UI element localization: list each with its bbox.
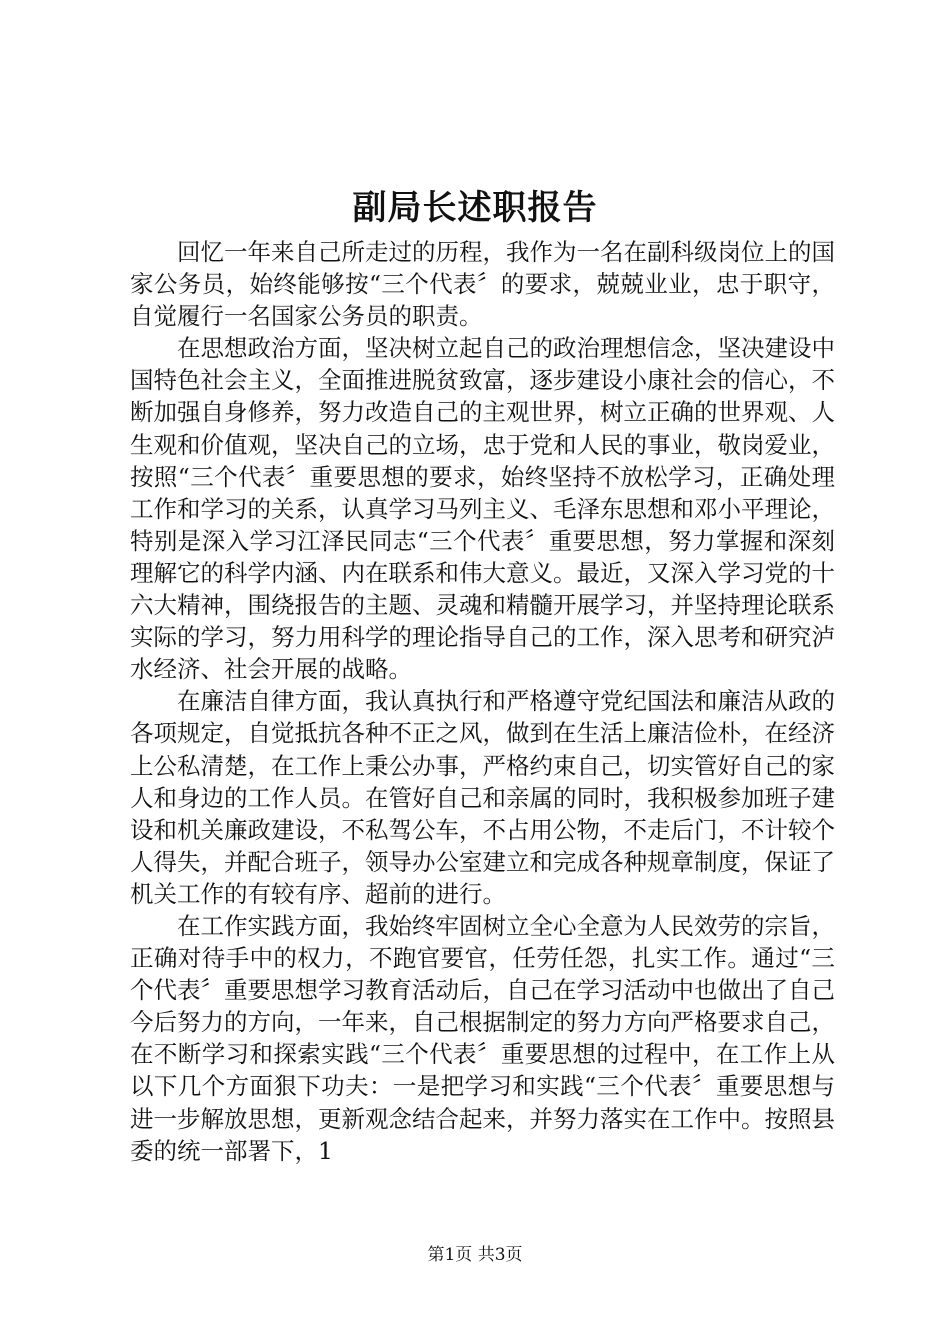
document-body [130, 236, 835, 1167]
paragraph-intro: 回忆一年来自己所走过的历程，我作为一名在副科级岗位上的国家公务员，始终能够按“三个代表〞的要求，兢兢业业，忠于职守，自觉履行一名国家公务员的职责。 [130, 238, 835, 331]
paragraph-integrity: 在廉洁自律方面，我认真执行和严格遵守党纪国法和廉洁从政的各项规定，自觉抵抗各种不正之风，做到在生活上廉洁俭朴，在经济上公私清楚，在工作上秉公办事，严格约束自己，切实管好自己的家人和身边的工作人员。在管好自己和亲属的同时，我积极参加班子建设和机关廉政建设，不私驾公车，不占用公物，不走后门，不计较个人得失，并配合班子，领导办公室建立和完成各种规章制度，保证了机关工作的有较有序、超前的进行。 [130, 687, 835, 908]
page-footer: 第1页 共3页 [427, 1245, 523, 1265]
document-title: 副局长述职报告 [352, 188, 598, 228]
paragraph-political-thought: 在思想政治方面，坚决树立起自己的政治理想信念，坚决建设中国特色社会主义，全面推进脱贫致富，逐步建设小康社会的信心，不断加强自身修养，努力改造自己的主观世界，树立正确的世界观、人生观和价值观，坚决自己的立场，忠于党和人民的事业，敬岗爱业，按照“三个代表〞重要思想的要求，始终坚持不放松学习，正确处理工作和学习的关系，认真学习马列主义、毛泽东思想和邓小平理论，特别是深入学习江泽民同志“三个代表〞重要思想，努力掌握和深刻理解它的科学内涵、内在联系和伟大意义。最近，又深入学习党的十六大精神，围绕报告的主题、灵魂和精髓开展学习，并坚持理论联系实际的学习，努力用科学的理论指导自己的工作，深入思考和研究泸水经济、社会开展的战略。 [130, 334, 835, 684]
paragraph-work-practice: 在工作实践方面，我始终牢固树立全心全意为人民效劳的宗旨，正确对待手中的权力，不跑官要官，任劳任怨，扎实工作。通过“三个代表〞重要思想学习教育活动后，自己在学习活动中也做出了自己今后努力的方向，一年来，自己根据制定的努力方向严格要求自己，在不断学习和探索实践“三个代表〞重要思想的过程中，在工作上从以下几个方面狠下功夫：一是把学习和实践“三个代表〞重要思想与进一步解放思想，更新观念结合起来，并努力落实在工作中。按照县委的统一部署下，1 [130, 911, 835, 1165]
